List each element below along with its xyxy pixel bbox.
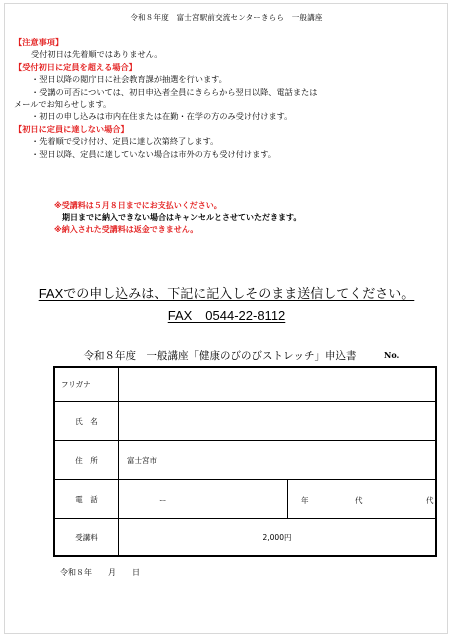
application-form xyxy=(53,366,437,557)
notice-section xyxy=(14,36,434,160)
form-row-furigana xyxy=(54,367,436,402)
address-field[interactable] xyxy=(119,441,437,480)
age-decade-label-2: 代 xyxy=(426,496,434,505)
form-number-label: No. xyxy=(384,350,400,360)
form-row-address xyxy=(54,441,436,480)
phone-label: 電 話 xyxy=(54,480,119,519)
payment-cancel-note: 期日までに納入できない場合はキャンセルとさせていただきます。 xyxy=(62,213,302,222)
date-line: 令和８年 月 日 xyxy=(60,568,140,577)
over-line: ・受講の可否については、初日申込者全員にきららから翌日以降、電話または xyxy=(31,86,318,97)
form-title: 令和８年度 一般講座「健康のびのびストレッチ」申込書 xyxy=(83,350,357,362)
phone-dash: ー xyxy=(159,496,167,505)
furigana-field[interactable] xyxy=(119,367,437,402)
fax-number xyxy=(0,305,453,324)
payment-deadline: ※受講料は５月８日までにお支払いください。 xyxy=(54,201,222,210)
age-decade-label: 代 xyxy=(355,496,363,505)
name-field[interactable] xyxy=(119,402,437,441)
address-label: 住 所 xyxy=(54,441,119,480)
name-label: 氏 名 xyxy=(54,402,119,441)
over-line: ・翌日以降の閲庁日に社会教育課が抽選を行います。 xyxy=(31,74,227,85)
payment-notice xyxy=(54,200,301,236)
under-line: ・翌日以降、定員に達していない場合は市外の方も受け付けます。 xyxy=(31,148,276,159)
furigana-label: フリガナ xyxy=(54,367,119,402)
form-row-name xyxy=(54,402,436,441)
over-capacity-title: 【受付初日に定員を超える場合】 xyxy=(14,61,137,72)
document-header: 令和８年度 富士宮駅前交流センターきらら 一般講座 xyxy=(130,13,323,22)
under-line: ・先着順で受け付け、定員に達し次第終了します。 xyxy=(31,136,219,147)
fax-instruction-text: FAXでの申し込みは、下記に記入しそのまま送信してください。 xyxy=(38,286,415,301)
phone-field[interactable] xyxy=(119,480,288,519)
over-line: メールでお知らせします。 xyxy=(14,99,112,110)
fee-value: 2,000円 xyxy=(119,519,437,557)
under-capacity-title: 【初日に定員に達しない場合】 xyxy=(14,123,129,134)
caution-title: 【注意事項】 xyxy=(14,37,64,47)
address-prefill: 富士宮市 xyxy=(127,455,157,465)
caution-line: 受付初日は先着順ではありません。 xyxy=(31,49,163,60)
age-year-label: 年 xyxy=(301,496,309,505)
over-line: ・初日の申し込みは市内在住または在勤・在学の方のみ受け付けます。 xyxy=(31,111,293,122)
payment-no-refund: ※納入された受講料は返金できません。 xyxy=(54,225,199,234)
form-row-phone-age xyxy=(54,480,436,519)
fee-label: 受講料 xyxy=(54,519,119,557)
form-row-fee xyxy=(54,519,436,557)
age-field[interactable] xyxy=(288,480,437,519)
fax-instruction xyxy=(0,283,453,302)
fax-number-text: FAX 0544-22-8112 xyxy=(167,308,286,323)
